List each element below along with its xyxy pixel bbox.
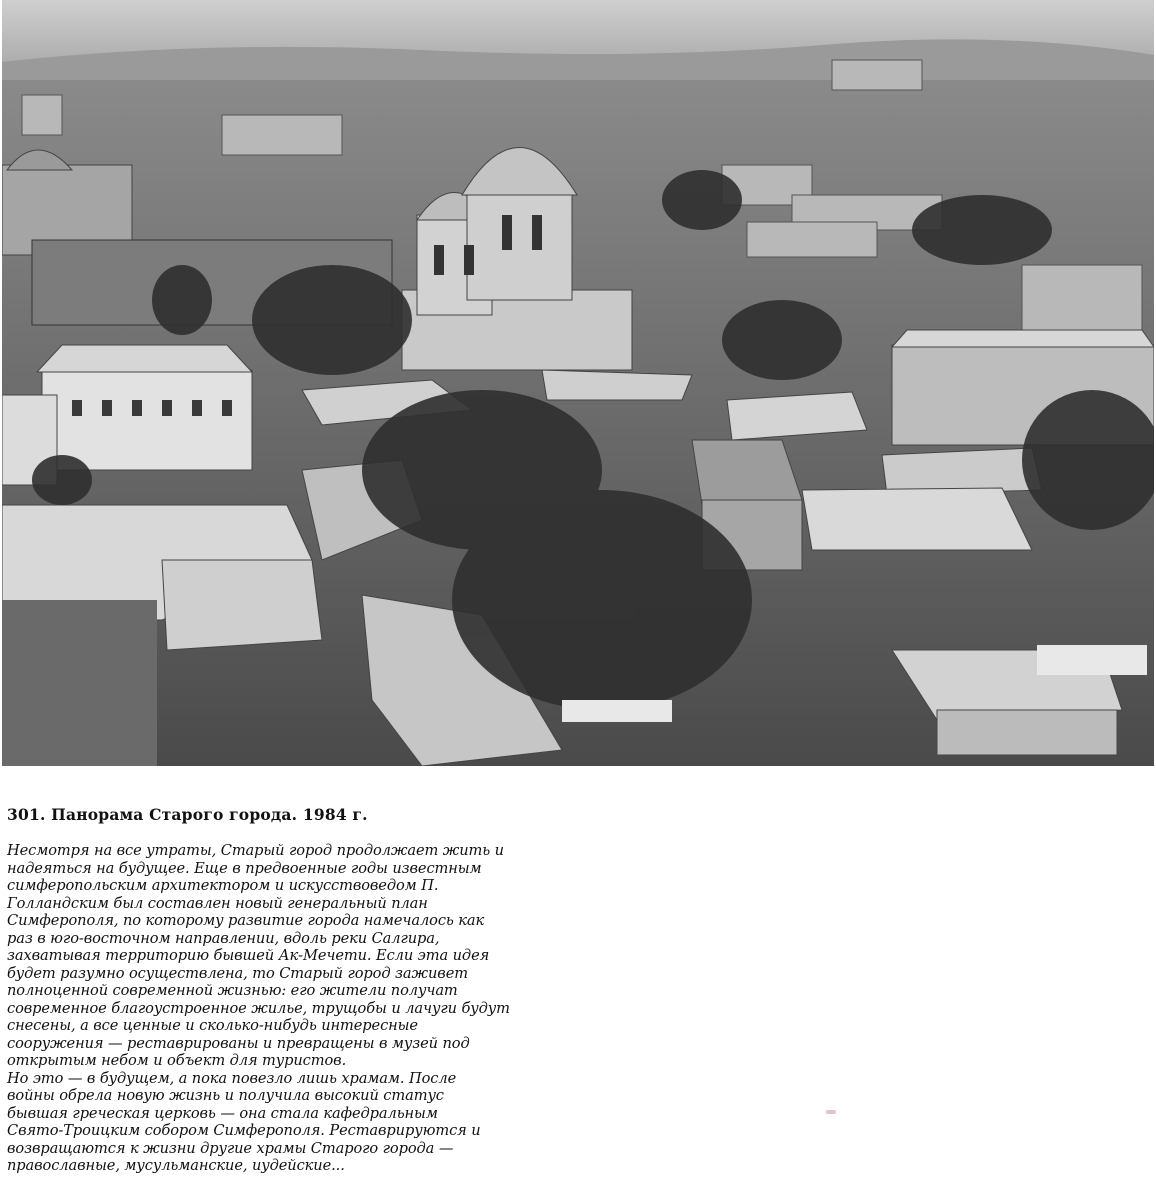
text-line: Голландским был составлен новый генеральный план bbox=[7, 894, 428, 912]
text-line: Свято-Троицким собором Симферополя. Реставрируются и bbox=[7, 1122, 481, 1139]
text-line: современное благоустроенное жилье, трущобы и лачуги будут bbox=[7, 999, 510, 1017]
text-line: православные, мусульманские, иудейские... bbox=[7, 1157, 345, 1174]
text-line: снесены, а все ценные и сколько-нибудь интересные bbox=[7, 1017, 418, 1034]
text-line: будет разумно осуществлена, то Старый город заживет bbox=[7, 964, 468, 982]
text-line: Симферополя, по которому развитие города намечалось как bbox=[7, 912, 485, 929]
text-line: захватывая территорию бывшей Ак-Мечети. Если эта идея bbox=[7, 947, 490, 964]
text-line: Несмотря на все утраты, Старый город продолжает жить и bbox=[7, 842, 504, 859]
print-speck bbox=[826, 1110, 836, 1114]
text-line: надеяться на будущее. Еще в предвоенные годы известным bbox=[7, 859, 482, 877]
text-line: полноценной современной жизнью: его жители получат bbox=[7, 982, 458, 999]
text-line: бывшая греческая церковь — она стала кафедральным bbox=[7, 1104, 438, 1122]
text-line: открытым небом и объект для туристов. bbox=[7, 1052, 347, 1069]
text-line: возвращаются к жизни другие храмы Старого города — bbox=[7, 1139, 454, 1157]
panorama-photo bbox=[2, 0, 1154, 766]
text-line: Но это — в будущем, а пока повезло лишь храмам. После bbox=[7, 1069, 457, 1087]
article-body bbox=[7, 842, 567, 1175]
text-line: войны обрела новую жизнь и получила высокий статус bbox=[7, 1087, 444, 1104]
text-line: раз в юго-восточном направлении, вдоль реки Салгира, bbox=[7, 929, 440, 947]
photo-caption: 301. Панорама Старого города. 1984 г. bbox=[7, 805, 368, 824]
text-line: симферопольским архитектором и искусствоведом П. bbox=[7, 877, 439, 894]
text-line: сооружения — реставрированы и превращены в музей под bbox=[7, 1034, 470, 1052]
